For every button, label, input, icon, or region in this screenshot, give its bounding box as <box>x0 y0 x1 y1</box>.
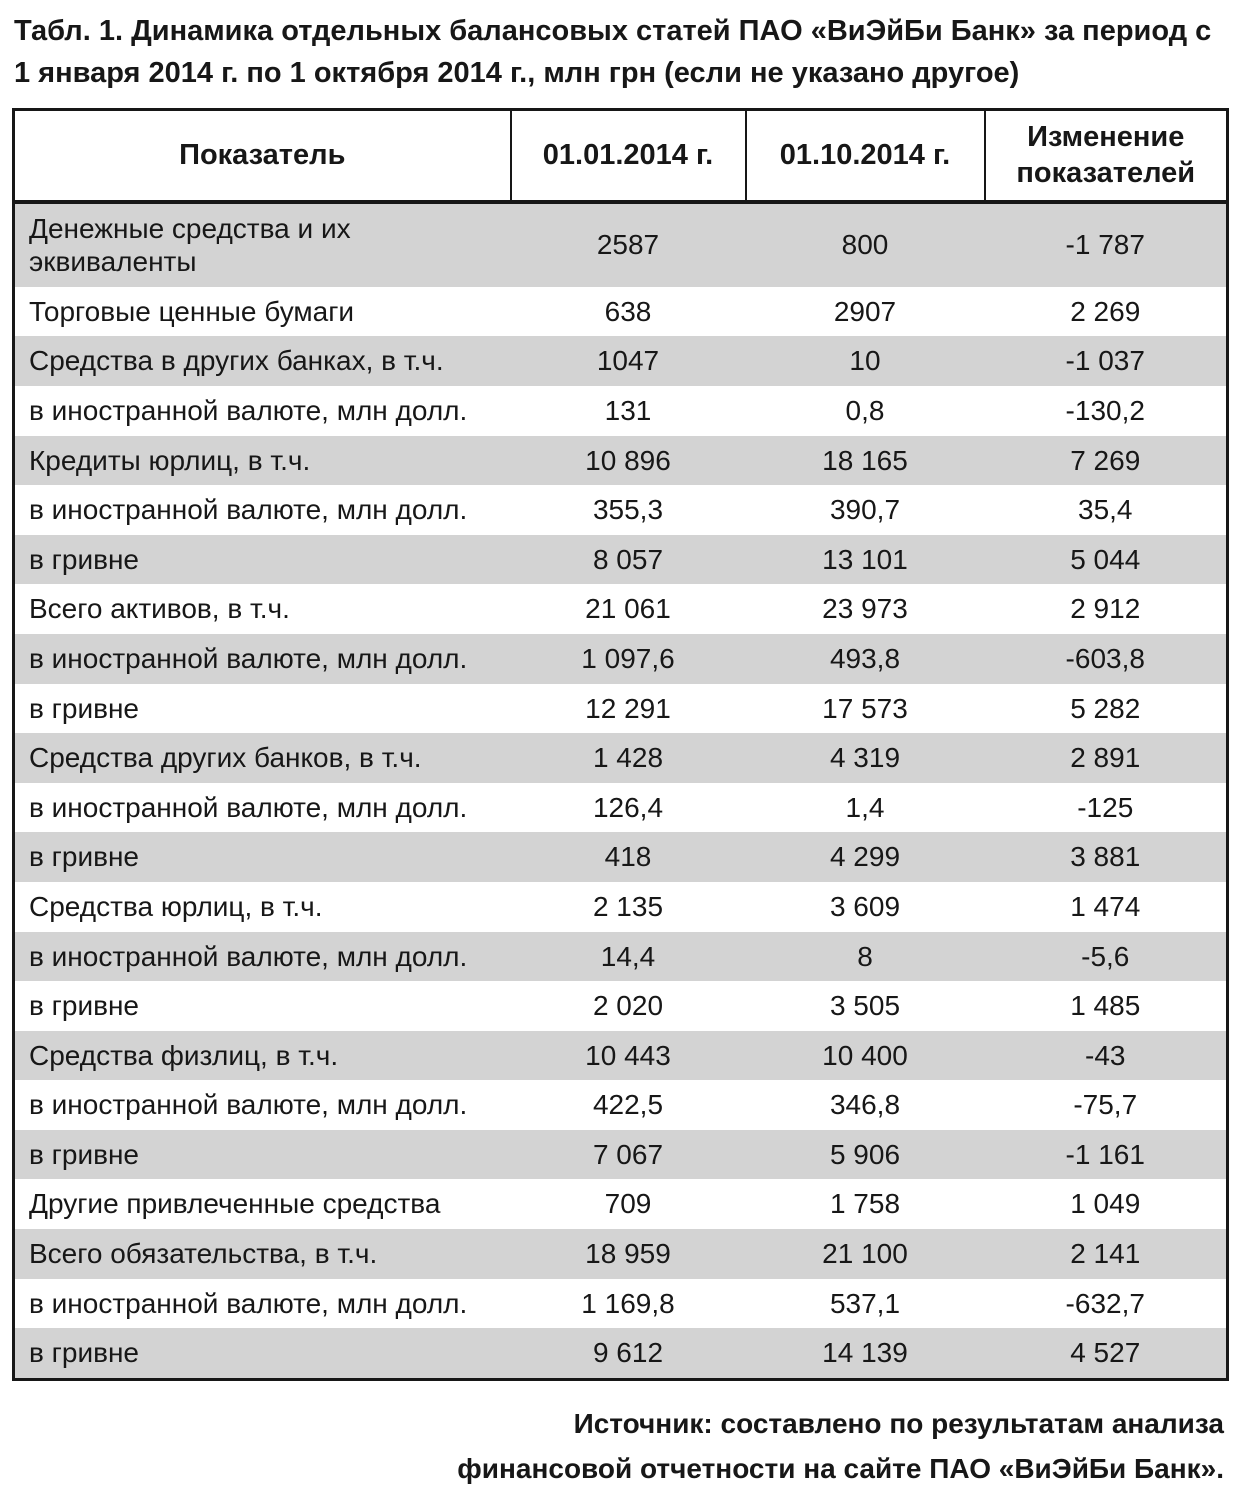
value-cell-jan: 1 428 <box>592 742 664 774</box>
table-row <box>14 832 1228 882</box>
indicator-cell: в гривне <box>29 1337 139 1369</box>
change-cell: -1 787 <box>1065 229 1145 261</box>
value-cell-jan: 12 291 <box>585 692 671 724</box>
change-cell: 2 141 <box>1070 1238 1141 1270</box>
value-cell-oct: 10 400 <box>822 1039 908 1071</box>
value-cell-oct: 18 165 <box>822 444 908 476</box>
indicator-cell: в гривне <box>29 841 139 873</box>
table-row <box>14 336 1228 386</box>
table-row <box>14 1031 1228 1081</box>
value-cell-jan: 1 097,6 <box>581 642 675 674</box>
value-cell-jan: 10 896 <box>585 444 671 476</box>
indicator-cell: Всего активов, в т.ч. <box>29 593 290 625</box>
value-cell-oct: 4 299 <box>829 841 901 873</box>
value-cell-oct: 2907 <box>833 295 897 327</box>
value-cell-oct: 1,4 <box>845 791 885 823</box>
table-caption: Табл. 1. Динамика отдельных балансовых статей ПАО «ВиЭйБи Банк» за период с 1 января 2014 г. по 1 октября 2014 г., млн грн (если не указано другое) <box>14 15 1212 90</box>
value-cell-oct: 537,1 <box>829 1287 901 1319</box>
value-cell-jan: 10 443 <box>585 1039 671 1071</box>
value-cell-jan: 131 <box>604 394 652 426</box>
change-cell: 7 269 <box>1070 444 1141 476</box>
change-cell: -43 <box>1085 1039 1126 1071</box>
value-cell-jan: 1047 <box>596 345 660 377</box>
indicator-cell: в гривне <box>29 692 139 724</box>
value-cell-jan: 14,4 <box>600 940 656 972</box>
indicator-cell: Всего обязательства, в т.ч. <box>29 1238 378 1270</box>
value-cell-jan: 1 169,8 <box>581 1287 675 1319</box>
value-cell-oct: 493,8 <box>829 642 901 674</box>
indicator-cell: в иностранной валюте, млн долл. <box>29 642 468 674</box>
change-cell: -75,7 <box>1073 1089 1138 1121</box>
value-cell-oct: 390,7 <box>829 494 901 526</box>
table-row <box>14 1229 1228 1279</box>
indicator-cell: в гривне <box>29 1138 139 1170</box>
change-cell: -603,8 <box>1065 642 1145 674</box>
table-row <box>14 1080 1228 1130</box>
value-cell-oct: 23 973 <box>822 593 908 625</box>
value-cell-oct: 8 <box>857 940 873 972</box>
value-cell-oct: 800 <box>841 229 889 261</box>
change-cell: 2 912 <box>1070 593 1141 625</box>
indicator-cell: Кредиты юрлиц, в т.ч. <box>29 444 311 476</box>
value-cell-jan: 18 959 <box>585 1238 671 1270</box>
table-row <box>14 882 1228 932</box>
indicator-cell: Средства в других банках, в т.ч. <box>29 345 444 377</box>
indicator-cell: в иностранной валюте, млн долл. <box>29 1089 468 1121</box>
table-row <box>14 733 1228 783</box>
value-cell-jan: 7 067 <box>592 1138 664 1170</box>
indicator-cell: в иностранной валюте, млн долл. <box>29 394 468 426</box>
value-cell-oct: 14 139 <box>822 1337 908 1369</box>
change-cell: -632,7 <box>1065 1287 1145 1319</box>
table-row <box>14 436 1228 486</box>
indicator-cell: Денежные средства и их эквиваленты <box>29 212 351 278</box>
change-cell: 1 474 <box>1070 890 1141 922</box>
value-cell-jan: 21 061 <box>585 593 671 625</box>
change-cell: 5 044 <box>1070 543 1141 575</box>
change-cell: 4 527 <box>1070 1337 1141 1369</box>
value-cell-oct: 13 101 <box>822 543 908 575</box>
value-cell-oct: 5 906 <box>829 1138 901 1170</box>
value-cell-jan: 422,5 <box>592 1089 664 1121</box>
change-cell: -5,6 <box>1081 940 1130 972</box>
table-row <box>14 634 1228 684</box>
table-row <box>14 386 1228 436</box>
value-cell-jan: 2587 <box>596 229 660 261</box>
change-cell: -130,2 <box>1065 394 1145 426</box>
indicator-cell: в иностранной валюте, млн долл. <box>29 494 468 526</box>
indicator-cell: в иностранной валюте, млн долл. <box>29 940 468 972</box>
table-row <box>14 1179 1228 1229</box>
indicator-cell: Средства юрлиц, в т.ч. <box>29 890 323 922</box>
column-header-indicator: Показатель <box>14 110 511 202</box>
indicator-cell: в иностранной валюте, млн долл. <box>29 791 468 823</box>
table-row <box>14 287 1228 337</box>
value-cell-jan: 355,3 <box>592 494 664 526</box>
table-row <box>14 1279 1228 1329</box>
value-cell-jan: 638 <box>604 295 652 327</box>
change-cell: 2 269 <box>1070 295 1141 327</box>
source-note-line: Источник: составлено по результатам анализа <box>573 1407 1224 1439</box>
column-header-jan-2014: 01.01.2014 г. <box>511 110 746 202</box>
column-header-change: Изменение показателей <box>985 110 1228 202</box>
source-note-line: финансовой отчетности на сайте ПАО «ВиЭйБи Банк». <box>457 1453 1224 1485</box>
value-cell-jan: 2 020 <box>592 990 664 1022</box>
change-cell: -125 <box>1077 791 1134 823</box>
value-cell-jan: 8 057 <box>592 543 664 575</box>
value-cell-oct: 10 <box>849 345 881 377</box>
value-cell-oct: 0,8 <box>845 394 885 426</box>
table-header <box>14 110 1228 202</box>
change-cell: 1 485 <box>1070 990 1141 1022</box>
change-cell: 3 881 <box>1070 841 1141 873</box>
value-cell-oct: 1 758 <box>829 1188 901 1220</box>
indicator-cell: в гривне <box>29 990 139 1022</box>
table-row <box>14 981 1228 1031</box>
table-row <box>14 932 1228 982</box>
indicator-cell: в гривне <box>29 543 139 575</box>
change-cell: 2 891 <box>1070 742 1141 774</box>
change-cell: 5 282 <box>1070 692 1141 724</box>
table-row <box>14 783 1228 833</box>
source-note <box>12 1401 1224 1492</box>
value-cell-oct: 3 609 <box>829 890 901 922</box>
value-cell-oct: 346,8 <box>829 1089 901 1121</box>
table-row <box>14 584 1228 634</box>
change-cell: 1 049 <box>1070 1188 1141 1220</box>
balance-table <box>12 108 1229 1381</box>
value-cell-jan: 126,4 <box>592 791 664 823</box>
table-row <box>14 1328 1228 1379</box>
table-row <box>14 684 1228 734</box>
value-cell-oct: 4 319 <box>829 742 901 774</box>
indicator-cell: Другие привлеченные средства <box>29 1188 441 1220</box>
table-body <box>14 202 1228 1380</box>
table-row <box>14 1130 1228 1180</box>
header-row <box>14 110 1228 202</box>
value-cell-jan: 2 135 <box>592 890 664 922</box>
change-cell: 35,4 <box>1078 494 1133 526</box>
indicator-cell: в иностранной валюте, млн долл. <box>29 1287 468 1319</box>
value-cell-oct: 3 505 <box>829 990 901 1022</box>
value-cell-oct: 17 573 <box>822 692 908 724</box>
value-cell-oct: 21 100 <box>822 1238 908 1270</box>
change-cell: -1 161 <box>1065 1138 1145 1170</box>
change-cell: -1 037 <box>1065 345 1145 377</box>
table-row <box>14 535 1228 585</box>
value-cell-jan: 418 <box>604 841 652 873</box>
column-header-oct-2014: 01.10.2014 г. <box>746 110 985 202</box>
indicator-cell: Средства других банков, в т.ч. <box>29 742 422 774</box>
value-cell-jan: 709 <box>604 1188 652 1220</box>
indicator-cell: Торговые ценные бумаги <box>29 295 355 327</box>
indicator-cell: Средства физлиц, в т.ч. <box>29 1039 339 1071</box>
table-row <box>14 202 1228 287</box>
table-row <box>14 485 1228 535</box>
value-cell-jan: 9 612 <box>592 1337 664 1369</box>
